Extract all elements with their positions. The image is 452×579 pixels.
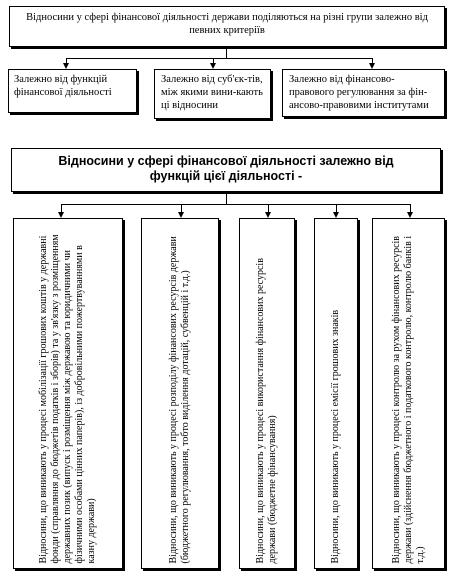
group-text-distribution: Відносини, що виникають у процесі розподілу фінансових ресурсів держави (бюджетного регулювання, тобто виділення дотацій, субвенцій і т.д.)	[168, 235, 191, 563]
middle-box-text: Відносини у сфері фінансової діяльності залежно від функцій цієї діяльності -	[58, 154, 394, 183]
group-box-emission	[314, 218, 358, 569]
connector	[226, 48, 227, 58]
group-box-usage	[239, 218, 295, 569]
connector	[61, 204, 410, 205]
criterion-box-subjects	[154, 69, 271, 119]
group-text-emission: Відносини, що виникають у процесі емісії грошових знаків	[330, 309, 341, 563]
group-text-mobilization: Відносини, що виникають у процесі мобілізації грошових коштів у державні фонди (справляння до бюджетів податків і зборів) та у зв'язку з розміщенням державних позик (випуск і розміщення між державою та юридичними чи фізичними особами цінних паперів), із добровільними пожертвуваннями в казну держави)	[38, 233, 97, 563]
group-text-usage: Відносини, що виникають у процесі використання фінансових ресурсів держави (бюджетне фінансування)	[255, 257, 278, 563]
connector	[226, 193, 227, 204]
group-box-distribution	[141, 218, 219, 569]
group-text-control: Відносини, що виникають у процесі контролю за рухом фінансових ресурсів держави (здійснення бюджетного і податкового контролю, контролю банків і т.д.)	[390, 235, 426, 563]
criterion-text: Залежно від функцій фінансової діяльності	[14, 74, 112, 98]
criterion-text: Залежно від суб'єк-тів, між якими вини-кають ці відносини	[161, 74, 263, 111]
top-box	[9, 6, 445, 47]
criterion-box-functions	[8, 69, 137, 113]
middle-box	[11, 148, 441, 192]
connector	[66, 58, 372, 59]
group-box-control	[372, 218, 445, 569]
group-box-mobilization	[13, 218, 123, 569]
top-box-text: Відносини у сфері фінансової діяльності держави поділяються на різні групи залежно від певних критеріїв	[26, 12, 428, 36]
criterion-box-regulation	[282, 69, 445, 117]
criterion-text: Залежно від фінансово-правового регулювання за фін-ансово-правовими інститутами	[289, 74, 429, 111]
